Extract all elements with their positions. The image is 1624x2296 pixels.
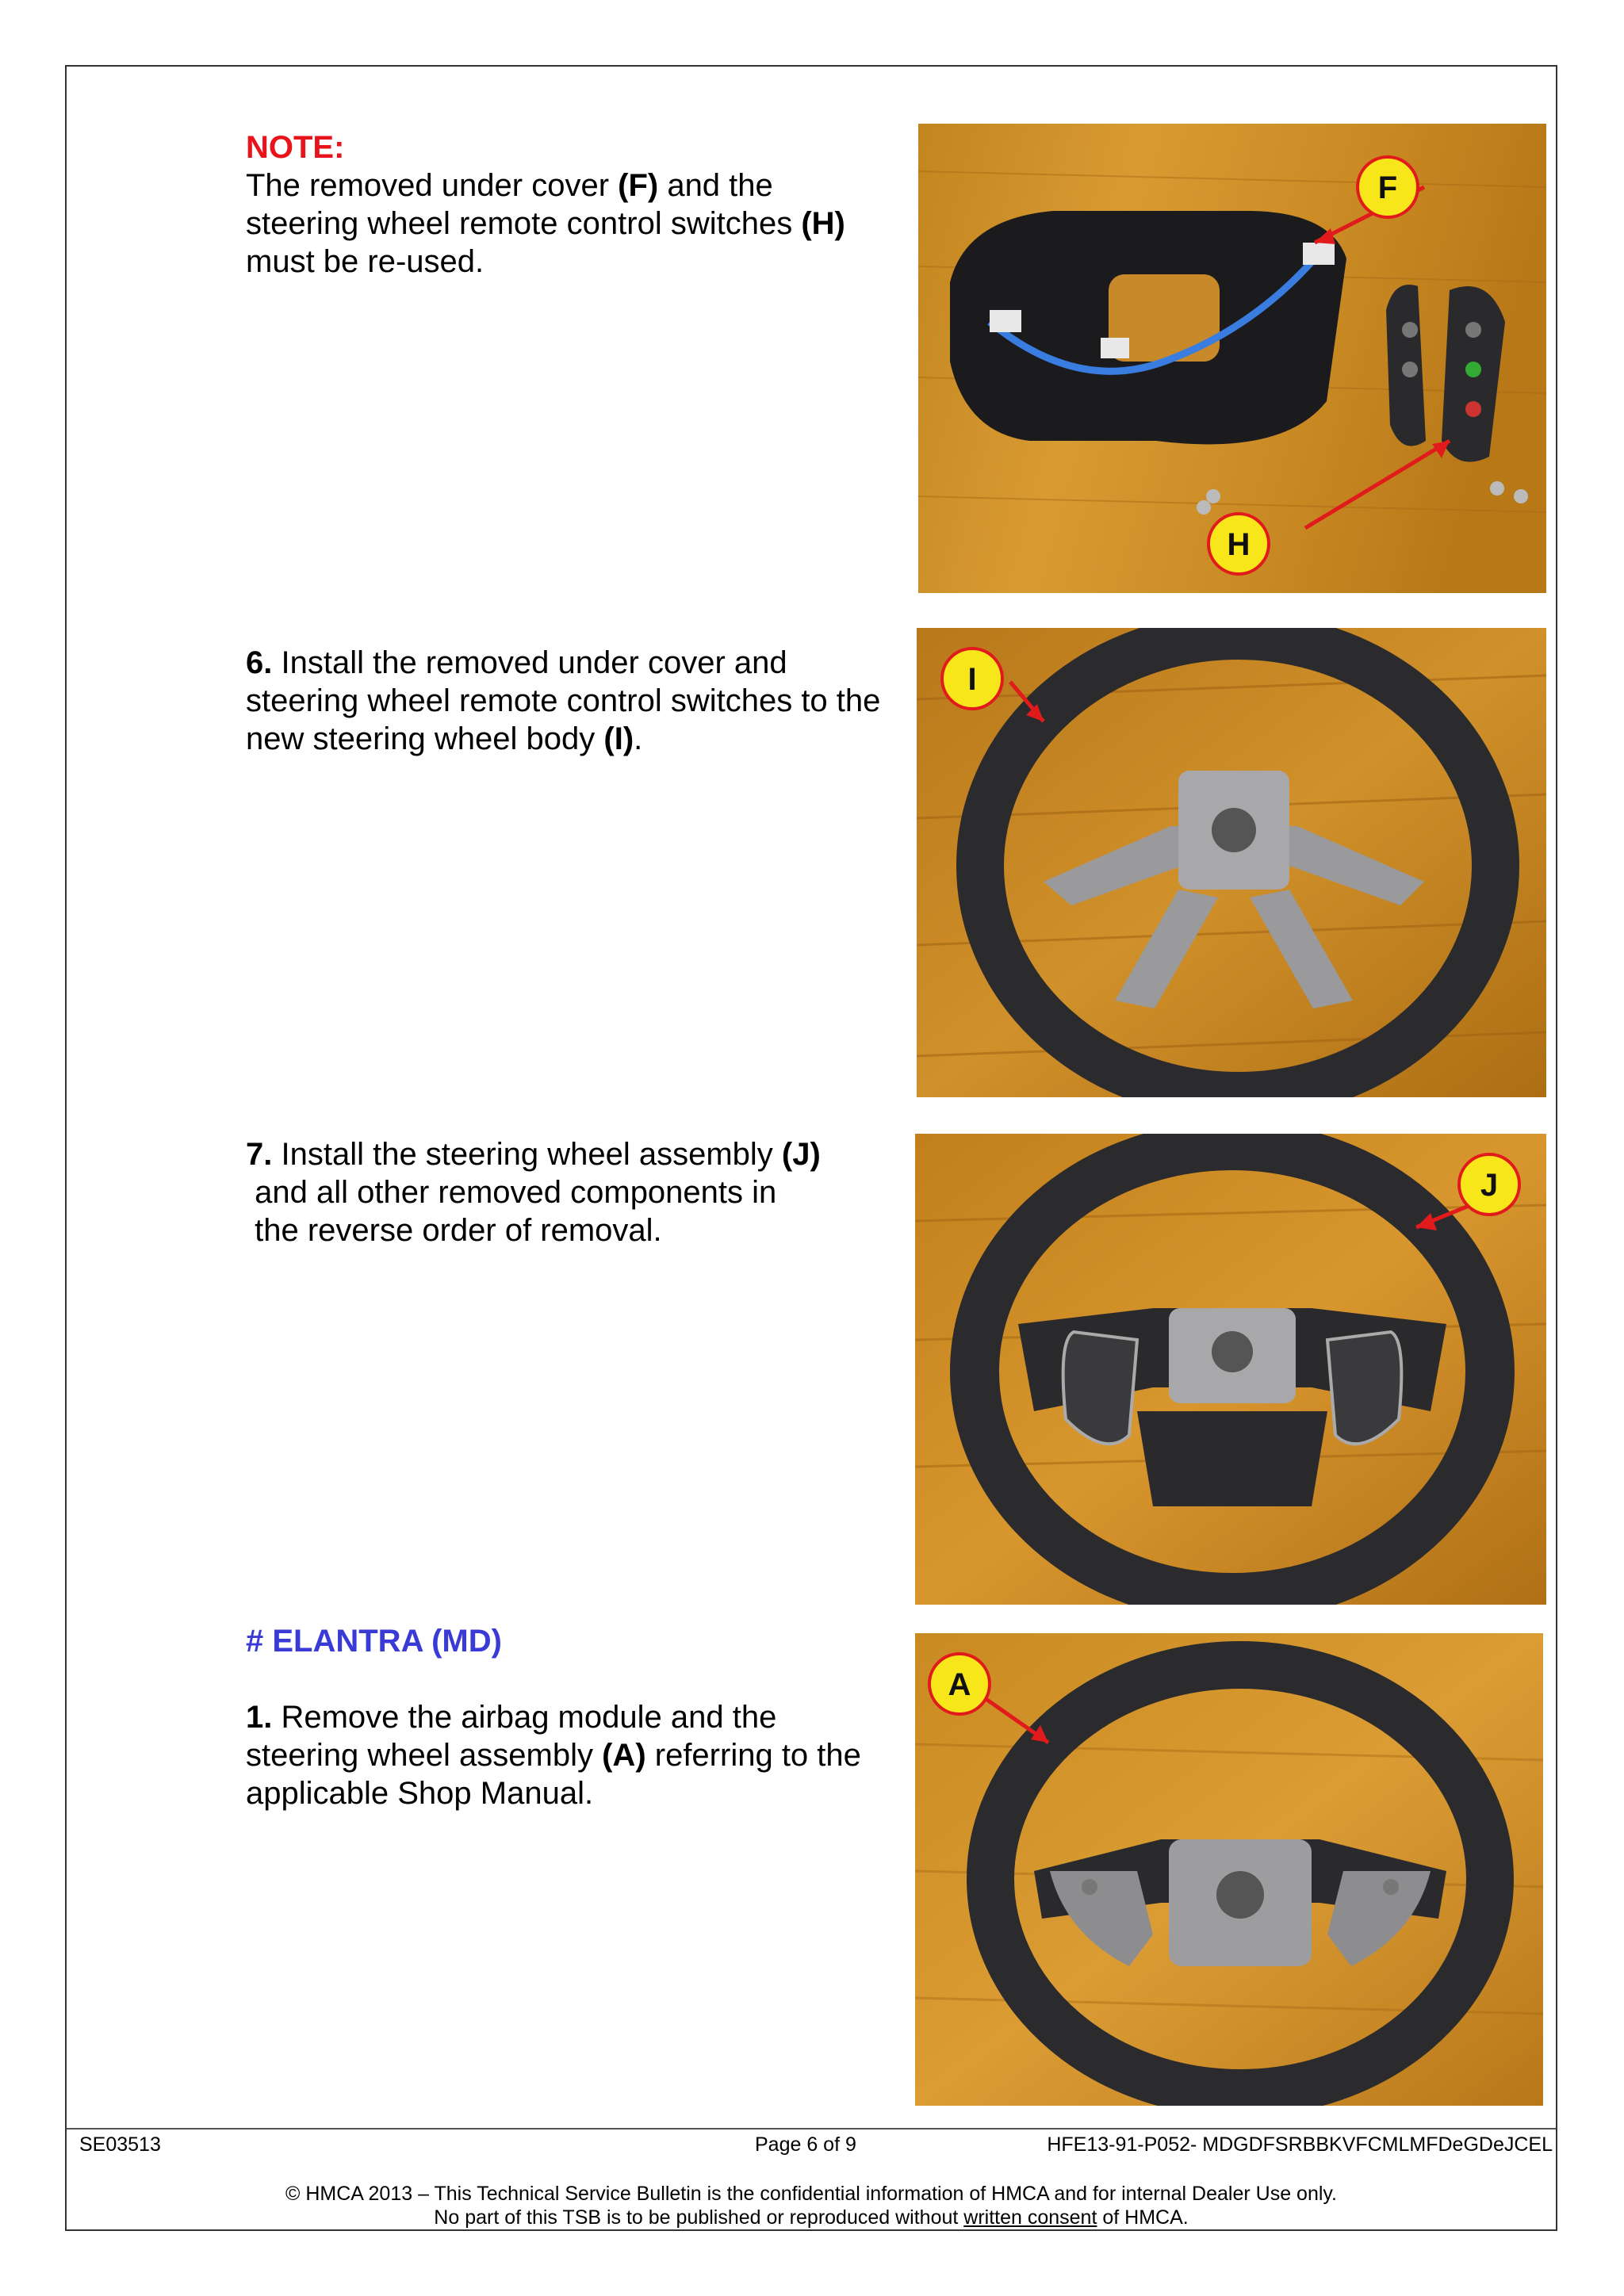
spacer [246, 1660, 861, 1698]
step-7-line-2: and all other removed components in [246, 1175, 777, 1210]
step-7-line-1: 7. Install the steering wheel assembly (J) [246, 1137, 821, 1172]
step-7-line-3: the reverse order of removal. [246, 1213, 662, 1248]
footer-divider [67, 2128, 1556, 2130]
note-line-1: The removed under cover (F) and the [246, 168, 773, 203]
callout-j: J [1480, 1168, 1499, 1203]
footer-page-number: Page 6 of 9 [755, 2133, 856, 2156]
footer-doc-id: SE03513 [79, 2133, 161, 2156]
photo-elantra-steering-wheel [915, 1633, 1543, 2106]
photo-steering-wheel-body [917, 628, 1546, 1097]
photo-under-cover-and-switches [918, 124, 1546, 593]
note-line-3: must be re-used. [246, 244, 485, 279]
callout-a: A [948, 1667, 971, 1702]
footer-reference: HFE13-91-P052- MDGDFSRBBKVFCMLMFDeGDeJCEL [1047, 2133, 1553, 2156]
callout-f: F [1377, 170, 1398, 205]
step-6-line-1: 6. Install the removed under cover and [246, 645, 787, 680]
photo-steering-wheel-assembly [915, 1134, 1546, 1605]
callout-h: H [1227, 527, 1251, 562]
step-6-line-2: steering wheel remote control switches to the [246, 683, 881, 718]
step-6-line-3: new steering wheel body (I). [246, 721, 643, 756]
step-6-block [246, 644, 880, 758]
note-block [246, 128, 845, 281]
elantra-block [246, 1622, 861, 1812]
elantra-line-3: applicable Shop Manual. [246, 1776, 594, 1811]
footer-copyright-line-2: No part of this TSB is to be published or reproduced without written consent of HMCA. [434, 2206, 1189, 2229]
elantra-line-1: 1. Remove the airbag module and the [246, 1700, 777, 1735]
callout-i: I [967, 662, 977, 697]
section-heading-elantra: # ELANTRA (MD) [246, 1624, 502, 1659]
step-7-block [246, 1135, 821, 1249]
note-line-2: steering wheel remote control switches (H) [246, 206, 845, 241]
note-label: NOTE: [246, 130, 345, 165]
footer-copyright-line-1: © HMCA 2013 – This Technical Service Bulletin is the confidential information of HMCA and for internal Dealer Use only. [285, 2183, 1337, 2205]
elantra-line-2: steering wheel assembly (A) referring to the [246, 1738, 861, 1773]
